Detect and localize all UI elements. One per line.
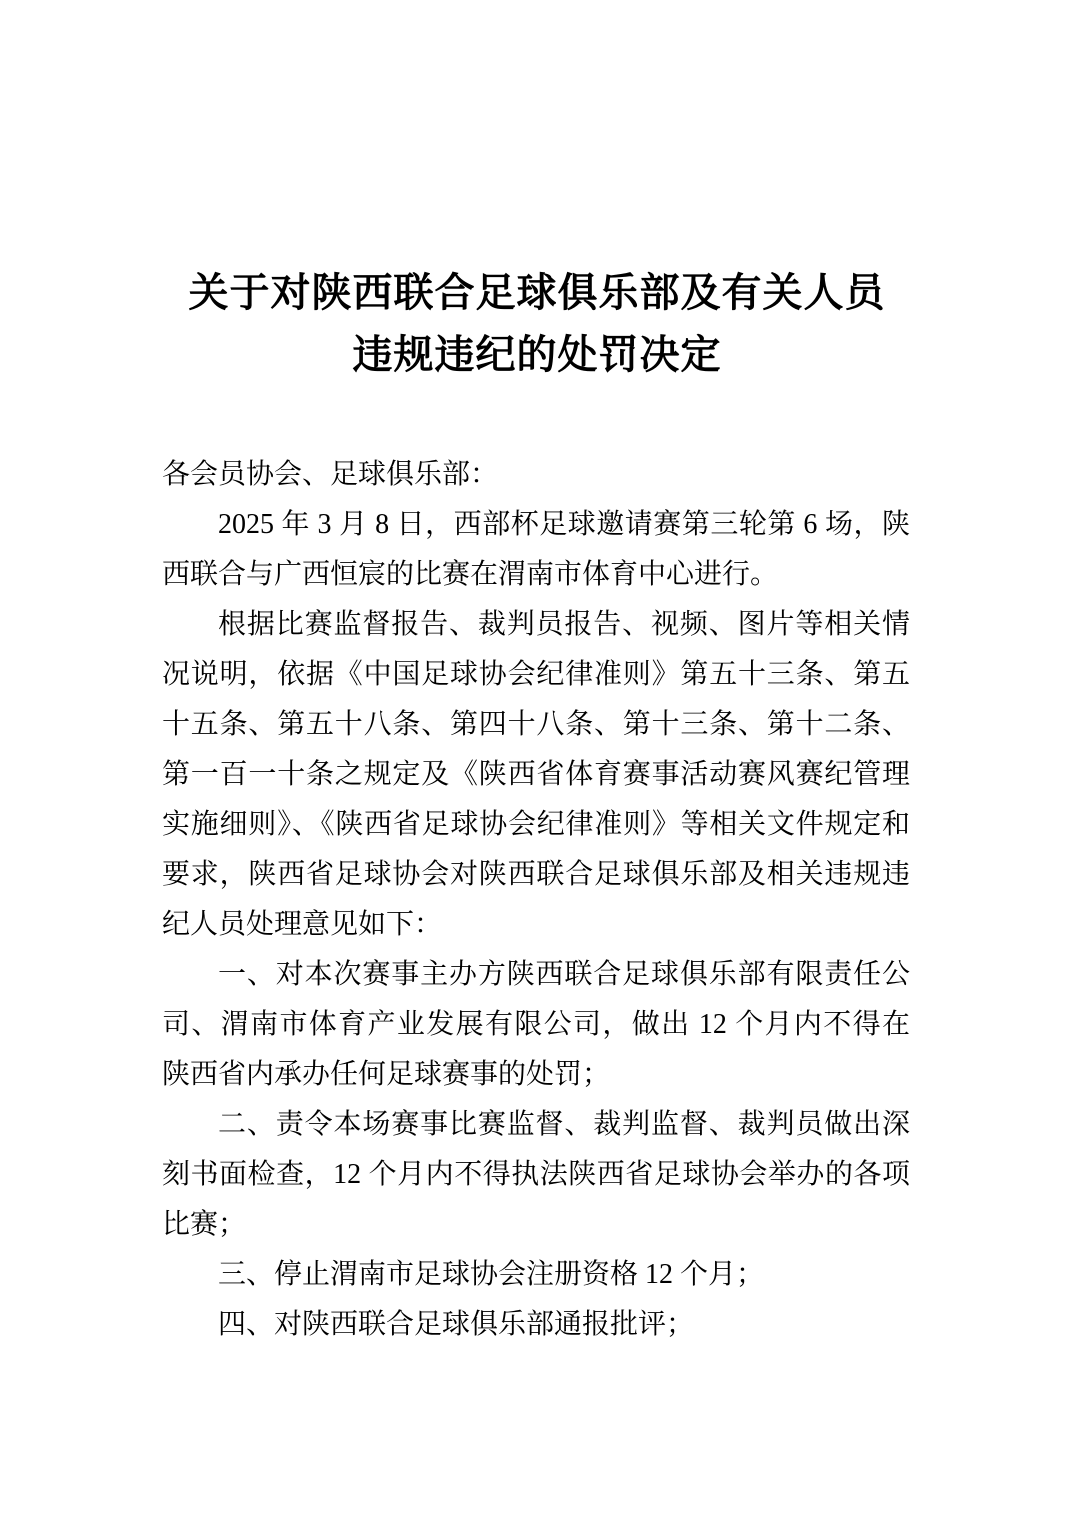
body-line: 第一百一十条之规定及《陕西省体育赛事活动赛风赛纪管理 [162, 759, 910, 790]
body-line: 2025 年 3 月 8 日，西部杯足球邀请赛第三轮第 6 场，陕 [218, 509, 910, 540]
body-line-item-4: 四、对陕西联合足球俱乐部通报批评； [218, 1309, 695, 1340]
body-line: 司、渭南市体育产业发展有限公司，做出 12 个月内不得在 [162, 1009, 910, 1040]
body-line: 十五条、第五十八条、第四十八条、第十三条、第十二条、 [162, 709, 910, 740]
body-line-item-1: 一、对本次赛事主办方陕西联合足球俱乐部有限责任公 [218, 959, 910, 990]
body-line: 比赛； [162, 1209, 247, 1240]
body-line: 实施细则》、《陕西省足球协会纪律准则》等相关文件规定和 [162, 809, 910, 840]
document-title-line2: 违规违纪的处罚决定 [352, 333, 722, 377]
body-line: 陕西省内承办任何足球赛事的处罚； [162, 1059, 611, 1090]
body-line: 刻书面检查，12 个月内不得执法陕西省足球协会举办的各项 [162, 1159, 910, 1190]
document-body [162, 450, 910, 1350]
body-line: 根据比赛监督报告、裁判员报告、视频、图片等相关情 [218, 609, 910, 640]
body-line: 纪人员处理意见如下： [162, 909, 443, 940]
document-title-line1: 关于对陕西联合足球俱乐部及有关人员 [188, 271, 886, 315]
body-line: 西联合与广西恒宸的比赛在渭南市体育中心进行。 [162, 559, 779, 590]
body-line-item-2: 二、责令本场赛事比赛监督、裁判监督、裁判员做出深 [218, 1109, 910, 1140]
document-title [0, 262, 1074, 386]
body-line-salutation: 各会员协会、足球俱乐部： [162, 459, 499, 490]
body-line: 要求，陕西省足球协会对陕西联合足球俱乐部及相关违规违 [162, 859, 910, 890]
body-line-item-3: 三、停止渭南市足球协会注册资格 12 个月； [218, 1259, 765, 1290]
body-line: 况说明，依据《中国足球协会纪律准则》第五十三条、第五 [162, 659, 910, 690]
